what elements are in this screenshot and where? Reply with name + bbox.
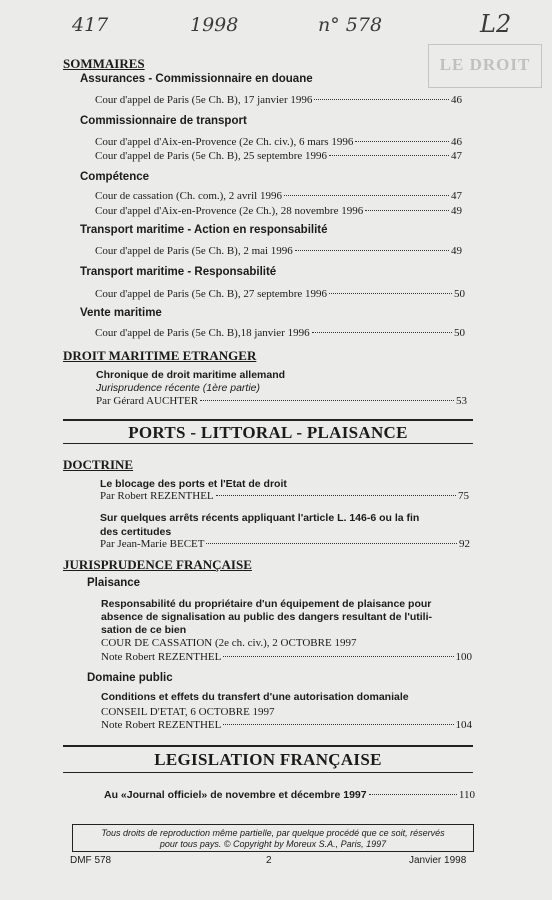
ports-title: PORTS - LITTORAL - PLAISANCE xyxy=(128,423,408,442)
toc-entry[interactable] xyxy=(104,789,475,801)
entry-author: Par Jean-Marie BECET xyxy=(100,538,205,550)
toc-entry[interactable] xyxy=(95,150,462,162)
section-title: Domaine public xyxy=(87,672,173,684)
entry-author: Par Robert REZENTHEL xyxy=(100,490,214,502)
entry-text: Cour d'appel de Paris (5e Ch. B), 17 janvier 1996 xyxy=(95,94,313,106)
dot-leader xyxy=(369,794,457,795)
sommaires-heading: SOMMAIRES xyxy=(63,56,145,71)
dot-leader xyxy=(355,141,449,142)
copyright-notice xyxy=(72,824,474,852)
section-title: Plaisance xyxy=(87,577,141,589)
dot-leader xyxy=(329,293,452,294)
handwritten-ref-number: 417 xyxy=(72,14,109,36)
entry-page: 100 xyxy=(455,651,472,663)
article-title: absence de signalisation au public des dangers resultant de l'utili- xyxy=(101,611,432,623)
toc-entry[interactable] xyxy=(96,395,467,407)
dot-leader xyxy=(365,210,449,211)
entry-text: Au «Journal officiel» de novembre et décembre 1997 xyxy=(104,789,367,801)
entry-page: 47 xyxy=(451,150,462,162)
entry-text: Cour d'appel de Paris (5e Ch. B), 25 septembre 1996 xyxy=(95,150,328,162)
toc-entry[interactable] xyxy=(95,190,462,202)
group-title: Transport maritime - Action en responsabilité xyxy=(80,224,328,236)
toc-entry[interactable] xyxy=(100,538,470,550)
dot-leader xyxy=(200,400,454,401)
toc-entry[interactable] xyxy=(95,288,465,300)
entry-text: Cour d'appel d'Aix-en-Provence (2e Ch. civ.), 6 mars 1996 xyxy=(95,136,354,148)
article-title: des certitudes xyxy=(100,526,172,538)
entry-page: 92 xyxy=(459,538,470,550)
entry-page: 50 xyxy=(454,327,465,339)
entry-page: 110 xyxy=(458,789,475,801)
dot-leader xyxy=(206,543,457,544)
bleed-through-title: LE DROIT xyxy=(428,44,542,88)
entry-text: Cour d'appel de Paris (5e Ch. B), 27 septembre 1996 xyxy=(95,288,328,300)
dot-leader xyxy=(216,495,456,496)
article-title: Sur quelques arrêts récents appliquant l'article L. 146-6 ou la fin xyxy=(100,512,420,524)
handwritten-issue: n° 578 xyxy=(318,14,383,36)
entry-page: 46 xyxy=(451,136,462,148)
court-line: COUR DE CASSATION (2e ch. civ.), 2 OCTOBRE 1997 xyxy=(101,637,357,649)
article-title: Le blocage des ports et l'Etat de droit xyxy=(100,478,287,490)
entry-page: 47 xyxy=(451,190,462,202)
footer-issue: DMF 578 xyxy=(70,855,112,866)
toc-entry[interactable] xyxy=(95,245,462,257)
toc-entry[interactable] xyxy=(95,205,462,217)
doctrine-heading: DOCTRINE xyxy=(63,457,134,472)
entry-note: Note Robert REZENTHEL xyxy=(101,719,222,731)
dot-leader xyxy=(295,250,449,251)
entry-page: 49 xyxy=(451,205,462,217)
dot-leader xyxy=(223,724,453,725)
entry-text: Cour d'appel de Paris (5e Ch. B), 2 mai 1996 xyxy=(95,245,293,257)
dot-leader xyxy=(284,195,449,196)
toc-entry[interactable] xyxy=(101,719,472,731)
page-number: 2 xyxy=(266,855,272,866)
entry-text: Cour d'appel d'Aix-en-Provence (2e Ch.), 28 novembre 1996 xyxy=(95,205,364,217)
court-line: CONSEIL D'ETAT, 6 OCTOBRE 1997 xyxy=(101,706,275,718)
toc-entry[interactable] xyxy=(100,490,469,502)
entry-text: Cour d'appel de Paris (5e Ch. B),18 janvier 1996 xyxy=(95,327,310,339)
droit-etranger-heading: DROIT MARITIME ETRANGER xyxy=(63,348,257,363)
toc-entry[interactable] xyxy=(95,327,465,339)
entry-page: 75 xyxy=(458,490,469,502)
notice-line: Tous droits de reproduction même partielle, par quelque procédé que ce soit, réservés xyxy=(101,828,445,838)
entry-page: 46 xyxy=(451,94,462,106)
article-title: Conditions et effets du transfert d'une autorisation domaniale xyxy=(101,691,409,703)
toc-entry[interactable] xyxy=(95,136,462,148)
entry-text: Cour de cassation (Ch. com.), 2 avril 1996 xyxy=(95,190,282,202)
entry-page: 104 xyxy=(455,719,472,731)
entry-page: 53 xyxy=(456,395,467,407)
group-title: Transport maritime - Responsabilité xyxy=(80,266,277,278)
group-title: Commissionnaire de transport xyxy=(80,115,247,127)
dot-leader xyxy=(314,99,449,100)
divider xyxy=(63,419,473,421)
dot-leader xyxy=(223,656,453,657)
entry-page: 49 xyxy=(451,245,462,257)
legislation-title: LEGISLATION FRANÇAISE xyxy=(154,750,382,769)
handwritten-corner: L2 xyxy=(480,10,512,38)
divider xyxy=(63,745,473,747)
footer-date: Janvier 1998 xyxy=(409,855,467,866)
entry-page: 50 xyxy=(454,288,465,300)
divider xyxy=(63,443,473,444)
toc-entry[interactable] xyxy=(101,651,472,663)
jurisprudence-heading: JURISPRUDENCE FRANÇAISE xyxy=(63,557,252,572)
dot-leader xyxy=(312,332,452,333)
group-title: Vente maritime xyxy=(80,307,162,319)
article-title: Chronique de droit maritime allemand xyxy=(96,369,286,381)
article-subtitle: Jurisprudence récente (1ère partie) xyxy=(96,382,261,394)
group-title: Compétence xyxy=(80,171,150,183)
notice-line: pour tous pays. © Copyright by Moreux S.A., Paris, 1997 xyxy=(159,839,387,849)
toc-entry[interactable] xyxy=(95,94,462,106)
article-title: Responsabilité du propriétaire d'un équipement de plaisance pour xyxy=(101,598,432,610)
entry-note: Note Robert REZENTHEL xyxy=(101,651,222,663)
article-title: sation de ce bien xyxy=(101,624,187,636)
divider xyxy=(63,772,473,773)
handwritten-year: 1998 xyxy=(190,14,239,36)
dot-leader xyxy=(329,155,449,156)
entry-author: Par Gérard AUCHTER xyxy=(96,395,199,407)
group-title: Assurances - Commissionnaire en douane xyxy=(80,73,313,85)
